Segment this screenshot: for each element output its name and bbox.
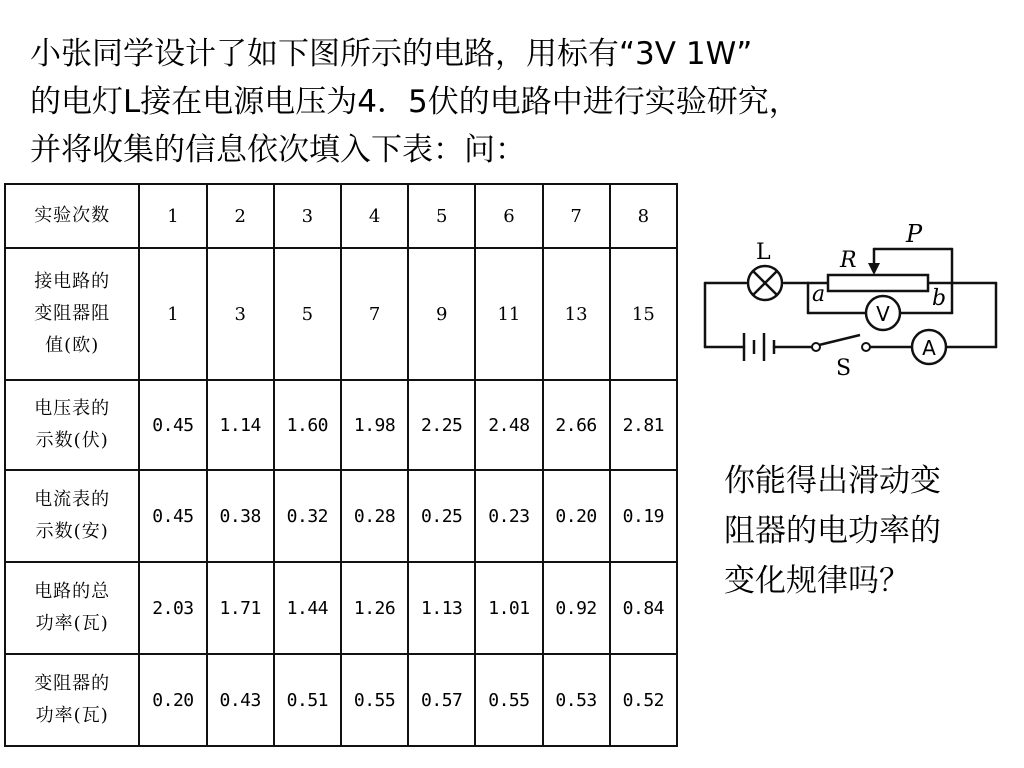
table-cell: 0.55 <box>475 654 542 746</box>
table-cell: 0.84 <box>610 562 677 654</box>
problem-line-1: 小张同学设计了如下图所示的电路，用标有“3V 1W” <box>30 36 753 72</box>
table-cell: 0.45 <box>139 380 206 470</box>
slider-arrow-icon <box>868 263 880 275</box>
table-cell: 0.25 <box>408 470 475 562</box>
table-cell: 1.01 <box>475 562 542 654</box>
table-cell: 4 <box>341 184 408 248</box>
table-cell: 2.81 <box>610 380 677 470</box>
table-cell: 2.03 <box>139 562 206 654</box>
table-cell: 1.71 <box>207 562 274 654</box>
slider-label: P <box>906 220 923 248</box>
table-cell: 0.19 <box>610 470 677 562</box>
circuit-diagram <box>700 215 1005 380</box>
row-trial-number <box>5 184 677 248</box>
row-header-trial-number <box>5 184 139 248</box>
row-rheostat-resistance <box>5 248 677 380</box>
header-line: 实验次数 <box>34 205 111 226</box>
table-cell: 7 <box>341 248 408 380</box>
table-cell: 0.43 <box>207 654 274 746</box>
table-cell: 0.20 <box>139 654 206 746</box>
header-line: 示数(伏) <box>35 430 109 451</box>
question-line-3: 变化规律吗？ <box>724 563 910 599</box>
table-cell: 6 <box>475 184 542 248</box>
row-rheostat-power <box>5 654 677 746</box>
ammeter-icon <box>912 330 946 364</box>
switch-icon <box>812 335 870 351</box>
table-cell: 0.38 <box>207 470 274 562</box>
question-line-2: 阻器的电功率的 <box>724 513 941 549</box>
header-line: 变阻器的 <box>34 673 111 694</box>
problem-statement <box>30 30 1010 174</box>
table-cell: 5 <box>274 248 341 380</box>
battery-icon <box>744 333 774 361</box>
table-cell: 0.45 <box>139 470 206 562</box>
table-cell: 9 <box>408 248 475 380</box>
row-header-voltmeter-reading <box>5 380 139 470</box>
header-line: 示数(安) <box>35 521 109 542</box>
table-cell: 2.66 <box>543 380 610 470</box>
table-cell: 1.13 <box>408 562 475 654</box>
end-a-label: a <box>812 282 826 307</box>
row-header-rheostat-resistance <box>5 248 139 380</box>
header-line: 值(欧) <box>45 335 100 356</box>
question-line-1: 你能得出滑动变 <box>724 463 941 499</box>
table-cell: 0.23 <box>475 470 542 562</box>
header-line: 变阻器阻 <box>34 303 111 324</box>
ammeter-label: A <box>922 336 936 360</box>
header-line: 电流表的 <box>34 489 111 510</box>
end-b-label: b <box>932 286 947 311</box>
voltmeter-icon <box>866 296 900 330</box>
row-header-rheostat-power <box>5 654 139 746</box>
problem-line-2: 的电灯L接在电源电压为4．5伏的电路中进行实验研究， <box>30 84 800 120</box>
question-text <box>724 456 1014 606</box>
table-cell: 0.92 <box>543 562 610 654</box>
table-cell: 1 <box>139 248 206 380</box>
table-cell: 1.98 <box>341 380 408 470</box>
rheostat-icon <box>828 275 928 291</box>
table-cell: 1 <box>139 184 206 248</box>
resistor-label: R <box>840 248 857 273</box>
table-cell: 2.25 <box>408 380 475 470</box>
lamp-label: L <box>756 240 771 265</box>
row-header-ammeter-reading <box>5 470 139 562</box>
table-cell: 0.53 <box>543 654 610 746</box>
row-total-power <box>5 562 677 654</box>
table-cell: 2.48 <box>475 380 542 470</box>
table-cell: 11 <box>475 248 542 380</box>
table-cell: 15 <box>610 248 677 380</box>
experiment-data-table <box>4 183 678 747</box>
header-line: 电路的总 <box>34 581 111 602</box>
voltmeter-label: V <box>876 302 890 326</box>
table-cell: 0.20 <box>543 470 610 562</box>
table-cell: 13 <box>543 248 610 380</box>
problem-line-3: 并将收集的信息依次填入下表：问： <box>30 132 526 168</box>
row-header-total-power <box>5 562 139 654</box>
row-voltmeter-reading <box>5 380 677 470</box>
table-cell: 0.52 <box>610 654 677 746</box>
table-cell: 3 <box>207 248 274 380</box>
table-cell: 0.55 <box>341 654 408 746</box>
table-cell: 0.51 <box>274 654 341 746</box>
table-cell: 0.32 <box>274 470 341 562</box>
lamp-icon <box>748 266 782 300</box>
table-cell: 5 <box>408 184 475 248</box>
table-cell: 0.28 <box>341 470 408 562</box>
header-line: 功率(瓦) <box>35 705 109 726</box>
table-cell: 3 <box>274 184 341 248</box>
table-cell: 1.44 <box>274 562 341 654</box>
table-cell: 1.26 <box>341 562 408 654</box>
table-cell: 1.60 <box>274 380 341 470</box>
table-cell: 1.14 <box>207 380 274 470</box>
table-cell: 7 <box>543 184 610 248</box>
table-cell: 0.57 <box>408 654 475 746</box>
header-line: 电压表的 <box>34 398 111 419</box>
table-cell: 2 <box>207 184 274 248</box>
header-line: 接电路的 <box>34 271 111 292</box>
header-line: 功率(瓦) <box>35 613 109 634</box>
switch-label: S <box>836 356 852 380</box>
row-ammeter-reading <box>5 470 677 562</box>
table-cell: 8 <box>610 184 677 248</box>
